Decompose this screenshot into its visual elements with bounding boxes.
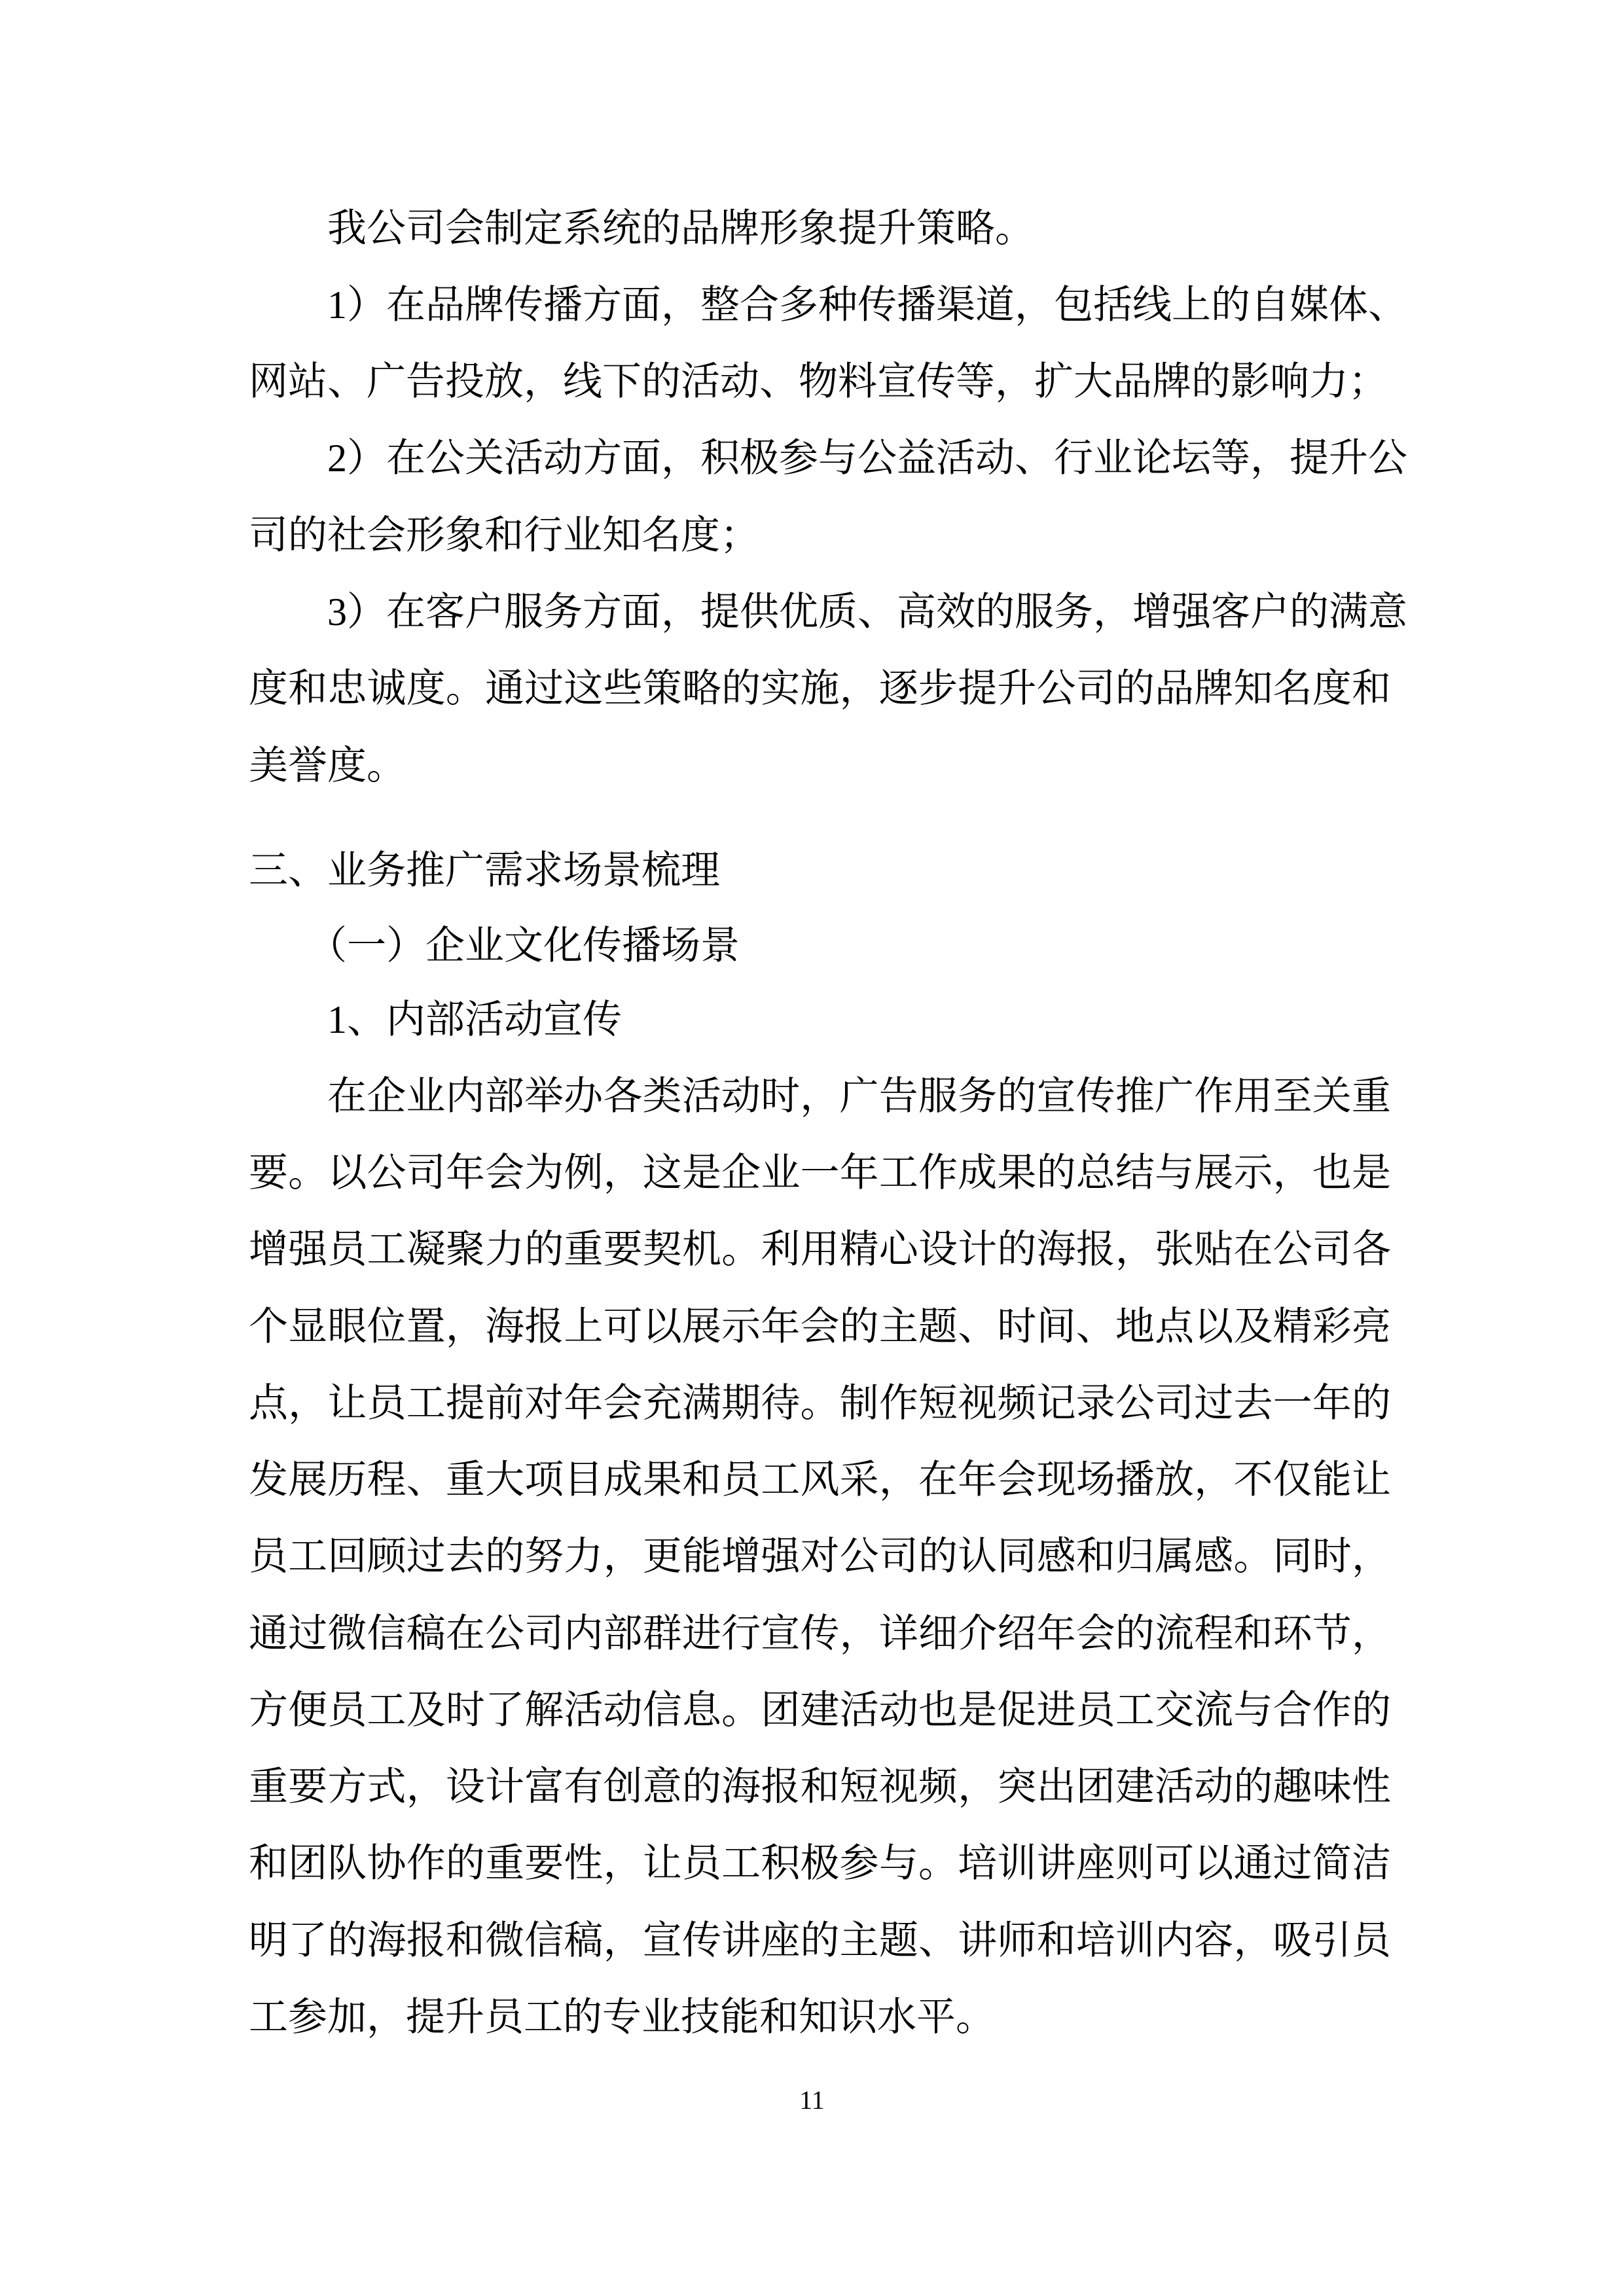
body-paragraph-line: 工参加，提升员工的专业技能和知识水平。 [249,1996,995,2039]
body-paragraph-line: 发展历程、重大项目成果和员工风采，在年会现场播放，不仅能让 [249,1458,1391,1501]
body-paragraph-line: 重要方式，设计富有创意的海报和短视频，突出团建活动的趣味性 [249,1765,1391,1808]
strategy-item-1-line: 网站、广告投放，线下的活动、物料宣传等，扩大品牌的影响力； [249,360,1388,403]
body-paragraph-line: 个显眼位置，海报上可以展示年会的主题、时间、地点以及精彩亮 [249,1305,1391,1348]
body-paragraph-line: 方便员工及时了解活动信息。团建活动也是促进员工交流与合作的 [249,1689,1391,1732]
body-paragraph-line: 通过微信稿在公司内部群进行宣传，详细介绍年会的流程和环节， [249,1612,1391,1655]
body-paragraph-line: 要。以公司年会为例，这是企业一年工作成果的总结与展示，也是 [249,1151,1391,1194]
body-paragraph-line: 员工回顾过去的努力，更能增强对公司的认同感和归属感。同时， [249,1535,1391,1578]
subsection-heading: （一）企业文化传播场景 [308,924,740,967]
body-paragraph-line: 点，让员工提前对年会充满期待。制作短视频记录公司过去一年的 [249,1382,1391,1425]
intro-paragraph-line: 我公司会制定系统的品牌形象提升策略。 [327,207,1034,250]
sub-subsection-heading: 1、内部活动宣传 [327,998,622,1041]
strategy-item-1-line: 1）在品牌传播方面，整合多种传播渠道，包括线上的自媒体、 [327,283,1407,327]
strategy-item-2-line: 司的社会形象和行业知名度； [249,514,759,557]
strategy-item-3-line: 美誉度。 [249,744,406,787]
page-number: 11 [799,2085,825,2115]
body-paragraph-line: 明了的海报和微信稿，宣传讲座的主题、讲师和培训内容，吸引员 [249,1919,1391,1962]
section-heading: 三、业务推广需求场景梳理 [249,849,720,892]
body-paragraph-line: 增强员工凝聚力的重要契机。利用精心设计的海报，张贴在公司各 [249,1228,1391,1271]
strategy-item-2-line: 2）在公关活动方面，积极参与公益活动、行业论坛等，提升公 [327,437,1407,480]
body-paragraph-line: 在企业内部举办各类活动时，广告服务的宣传推广作用至关重 [327,1075,1391,1118]
body-paragraph-line: 和团队协作的重要性，让员工积极参与。培训讲座则可以通过简洁 [249,1842,1391,1885]
strategy-item-3-line: 3）在客户服务方面，提供优质、高效的服务，增强客户的满意 [327,590,1407,634]
strategy-item-3-line: 度和忠诚度。通过这些策略的实施，逐步提升公司的品牌知名度和 [249,667,1391,710]
